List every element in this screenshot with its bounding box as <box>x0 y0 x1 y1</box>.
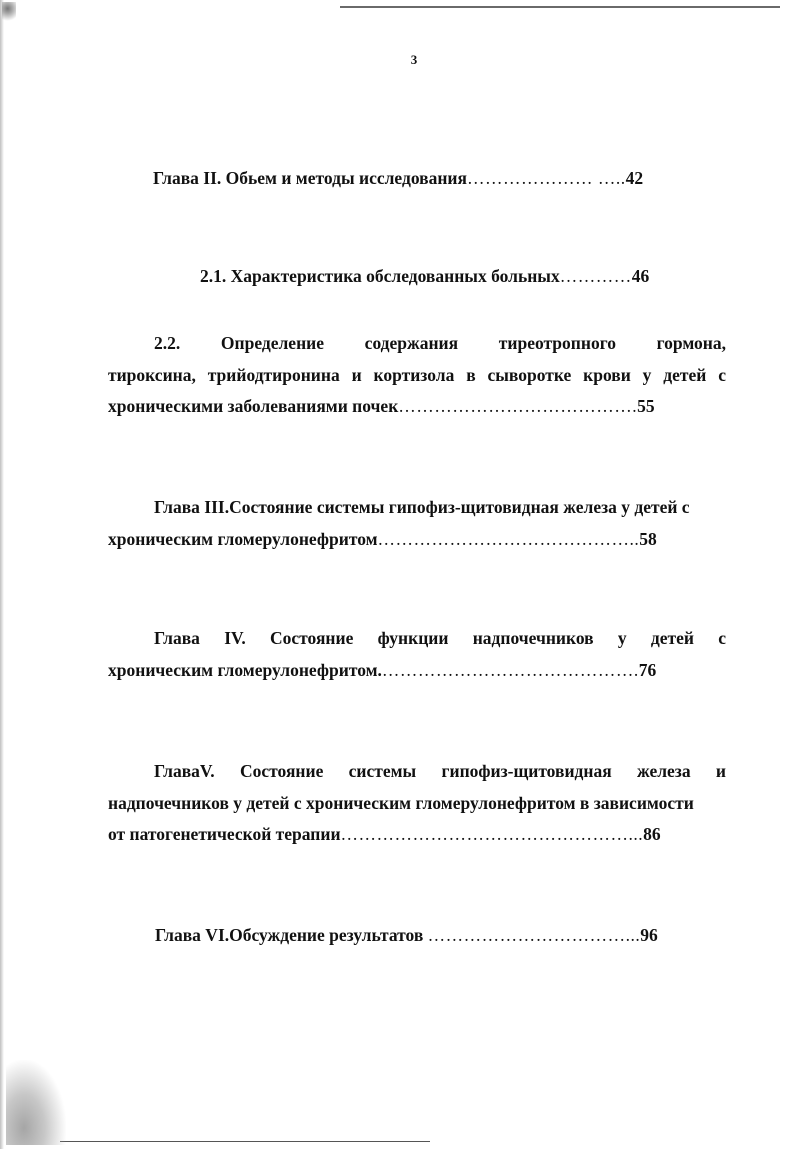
toc-word: ГлаваV. <box>154 761 215 781</box>
toc-entry-title: 2.1. Характеристика обследованных больных <box>200 266 560 286</box>
toc-entry-line <box>108 756 726 788</box>
toc-entry-leader: ……………………………... <box>427 925 641 945</box>
toc-entry-leader: …………………………………. <box>398 396 638 416</box>
toc-word: детей <box>650 628 694 648</box>
toc-word: сыворотке <box>487 364 572 385</box>
scan-noise-top <box>2 2 16 24</box>
toc-word: Состояние <box>270 628 354 648</box>
toc-entry-line <box>108 788 726 820</box>
toc-entry-title: надпочечников у детей с хроническим гломерулонефритом в зависимости <box>108 792 694 813</box>
toc-entry-title: Глава II. Обьем и методы исследования <box>153 168 467 188</box>
toc-word: системы <box>348 761 417 781</box>
toc-entry-page: 86 <box>643 824 661 844</box>
toc-entry-line <box>108 328 726 360</box>
toc-word: тиреотропного <box>498 333 616 353</box>
toc-entry-title: хроническими заболеваниями почек <box>108 396 399 416</box>
toc-word: гипофиз-щитовидная <box>441 761 612 781</box>
scan-noise-bottom <box>6 1060 66 1145</box>
toc-entry-line <box>108 655 726 687</box>
toc-word: с <box>718 364 726 385</box>
toc-word: содержания <box>364 333 459 353</box>
toc-entry-chapter-6 <box>155 920 658 951</box>
toc-word: с <box>718 628 726 648</box>
toc-entry-title: от патогенетической терапии <box>108 824 341 844</box>
toc-entry-leader: …………………………………………... <box>340 824 644 844</box>
toc-word: надпочечников <box>472 628 594 648</box>
toc-entry-chapter-5 <box>108 756 726 851</box>
toc-entry-section-2-1 <box>200 261 649 292</box>
toc-word: гормона, <box>656 333 726 353</box>
toc-entry-line <box>108 623 726 655</box>
toc-word: крови <box>583 364 631 385</box>
toc-word: Определение <box>220 333 325 353</box>
page-number: 3 <box>410 52 418 67</box>
toc-entry-title: хроническим гломерулонефритом. <box>108 659 382 680</box>
toc-entry-title: хроническим гломерулонефритом <box>108 528 378 549</box>
toc-entry-page: 46 <box>631 266 650 286</box>
toc-entry-chapter-3 <box>108 492 726 555</box>
toc-entry-title: Глава III.Состояние системы гипофиз-щитовидная железа у детей с <box>154 497 690 517</box>
toc-entry-line <box>108 492 726 524</box>
toc-entry-chapter-2 <box>153 163 643 194</box>
toc-entry-page: 76 <box>638 659 657 680</box>
toc-word: железа <box>637 761 691 781</box>
toc-entry-leader: ………………… ….. <box>466 168 626 188</box>
toc-entry-page: 42 <box>625 168 644 188</box>
toc-entry-leader: …………………………………….. <box>377 528 640 549</box>
scan-line-top <box>340 6 780 8</box>
toc-word: и <box>715 761 726 781</box>
scan-line-bottom <box>60 1141 430 1142</box>
toc-word: кортизола <box>373 364 455 385</box>
toc-entry-leader: ……………………………………. <box>381 659 639 680</box>
toc-word: трийодтиронина <box>207 364 340 385</box>
scan-edge-shadow <box>0 0 4 1149</box>
toc-word: Состояние <box>240 761 324 781</box>
toc-word: Глава <box>154 628 200 648</box>
toc-entry-line <box>108 524 726 556</box>
toc-entry-page: 58 <box>639 528 657 549</box>
toc-entry-section-2-2 <box>108 328 726 423</box>
toc-word: и <box>351 364 362 385</box>
toc-word: IV. <box>224 628 246 648</box>
toc-entry-chapter-4 <box>108 623 726 686</box>
toc-entry-leader: ………… <box>559 266 632 286</box>
toc-word: в <box>466 364 476 385</box>
toc-entry-line <box>108 360 726 392</box>
toc-entry-title: Глава VI.Обсуждение результатов <box>155 925 428 945</box>
toc-word: 2.2. <box>154 333 181 353</box>
toc-word: у <box>617 628 627 648</box>
toc-entry-page: 55 <box>637 396 655 416</box>
toc-entry-line <box>108 819 726 851</box>
toc-word: тироксина, <box>108 364 196 385</box>
toc-word: у <box>642 364 652 385</box>
toc-entry-page: 96 <box>640 925 658 945</box>
toc-word: детей <box>663 364 707 385</box>
toc-word: функции <box>377 628 449 648</box>
toc-entry-line <box>108 391 726 423</box>
